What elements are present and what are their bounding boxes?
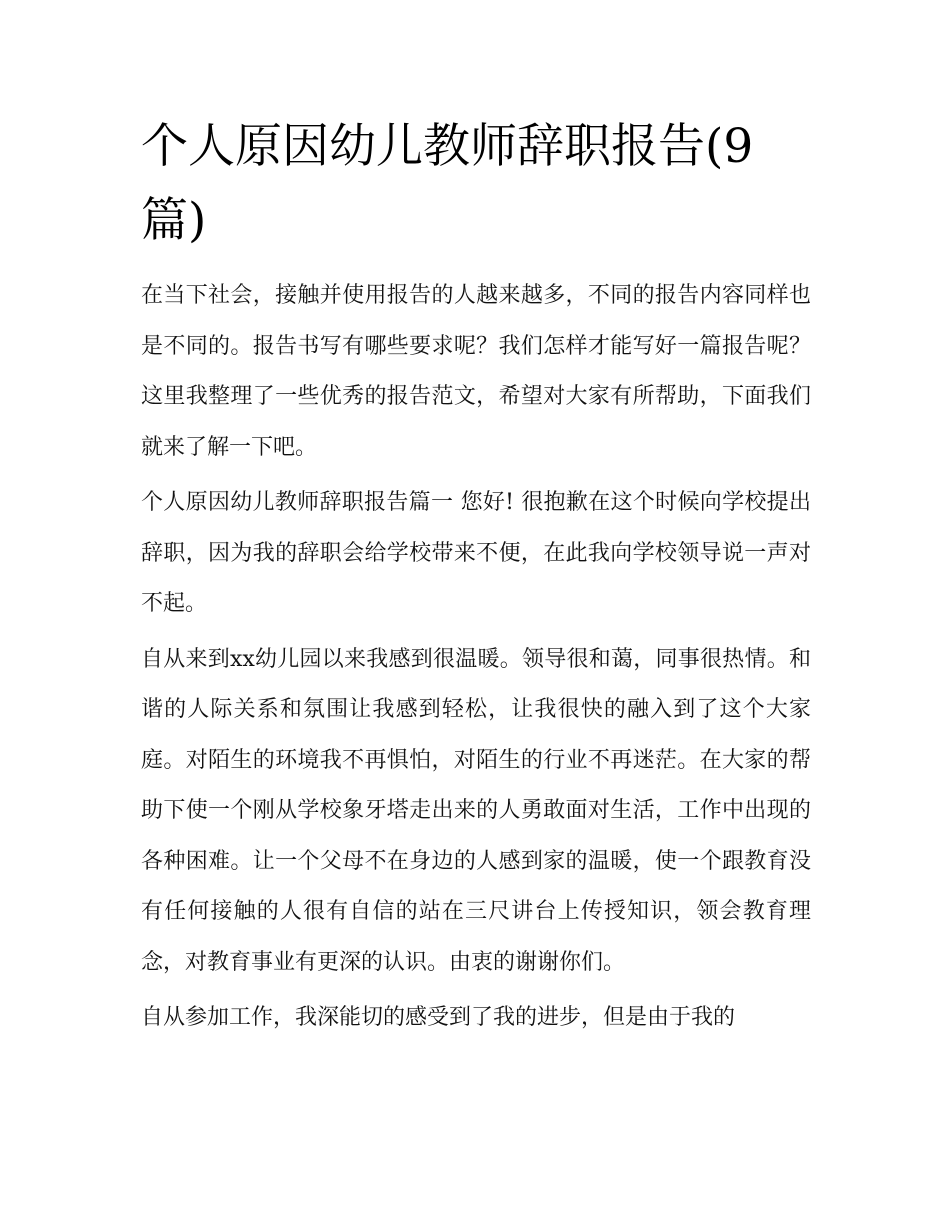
closing-paragraph: 自从参加工作，我深能切的感受到了我的进步，但是由于我的: [141, 1005, 736, 1030]
document-title: 个人原因幼儿教师辞职报告(9篇): [141, 119, 754, 248]
greeting-paragraph: 个人原因幼儿教师辞职报告篇一 您好! 很抱歉在这个时候向学校提出辞职，因为我的辞职会给学校带来不便，在此我向学校领导说一声对不起。: [141, 490, 811, 616]
body-paragraph: 自从来到xx幼儿园以来我感到很温暖。领导很和蔼，同事很热情。和谐的人际关系和氛围让我感到轻松，让我很快的融入到了这个大家庭。对陌生的环境我不再惧怕，对陌生的行业不再迷茫。在大家的帮助下使一个刚从学校象牙塔走出来的人勇敢面对生活，工作中出现的各种困难。让一个父母不在身边的人感到家的温暖，使一个跟教育没有任何接触的人很有自信的站在三尺讲台上传授知识，领会教育理念，对教育事业有更深的认识。由衷的谢谢你们。: [141, 646, 811, 975]
intro-paragraph: 在当下社会，接触并使用报告的人越来越多，不同的报告内容同样也是不同的。报告书写有哪些要求呢？我们怎样才能写好一篇报告呢？这里我整理了一些优秀的报告范文，希望对大家有所帮助，下面我们就来了解一下吧。: [141, 283, 811, 460]
document-body: [141, 110, 811, 1049]
